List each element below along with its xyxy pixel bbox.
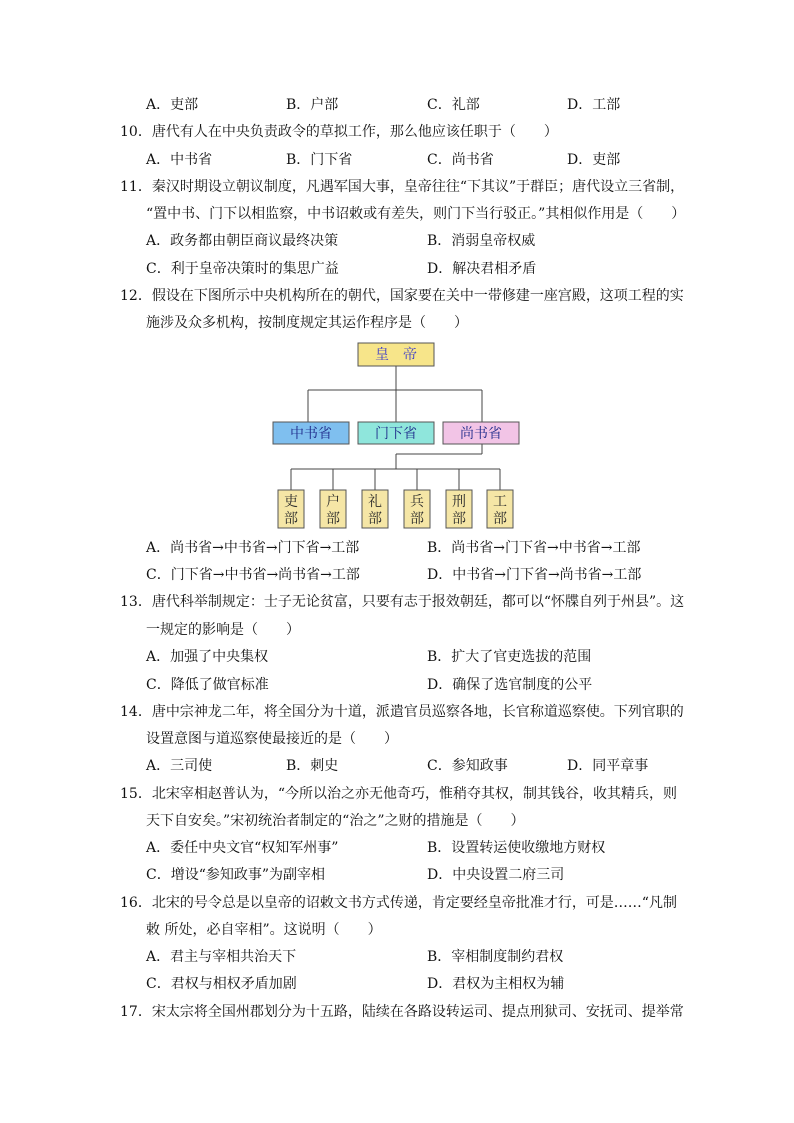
q12-option-b[interactable]: B．尚书省→门下省→中书省→工部 [427,540,641,556]
q11-option-d[interactable]: D．解决君相矛盾 [427,261,537,277]
q14-stem-text: 14．唐中宗神龙二年，将全国分为十道，派遣官员巡察各地，长官称道巡察使。下列官职的 [120,704,684,720]
q15-option-a[interactable]: A．委任中央文官“权知军州事” [146,840,339,856]
q15-stem-cont [0,809,794,833]
ministry-li-char2: 部 [284,511,298,527]
q11-stem-cont-text: “置中书、门下以相监察，中书诏敕或有差失，则门下当行驳正。”其相似作用是（ ） [146,206,686,222]
q12-stem-cont [0,311,794,335]
ministry-gong-char1: 工 [493,494,507,510]
q14-option-b[interactable]: B．刺史 [286,758,339,774]
q13-option-b[interactable]: B．扩大了官吏选拔的范围 [427,649,592,665]
q15-options-row2 [0,863,794,887]
q16-stem-text: 16．北宋的号令总是以皇帝的诏敕文书方式传递，肯定要经皇帝批准才行，可是……“凡制 [120,895,677,911]
q15-option-d[interactable]: D．中央设置二府三司 [427,867,565,883]
q14-options [0,754,794,778]
q16-option-b[interactable]: B．宰相制度制约君权 [427,949,564,965]
q9-option-c[interactable]: C．礼部 [427,97,480,113]
q16-option-a[interactable]: A．君主与宰相共治天下 [146,949,297,965]
q16-stem-cont [0,918,794,942]
q10-option-b[interactable]: B．门下省 [286,152,353,168]
ministry-bing-char2: 部 [410,511,424,527]
q13-options-row1 [0,645,794,669]
q10-option-a[interactable]: A．中书省 [146,152,213,168]
q11-options-row1 [0,229,794,253]
q10-stem [0,120,794,144]
q13-options-row2 [0,673,794,697]
q10-stem-text: 10．唐代有人在中央负责政令的草拟工作，那么他应该任职于（ ） [120,124,558,140]
q12-option-c[interactable]: C．门下省→中书省→尚书省→工部 [146,567,360,583]
q16-option-d[interactable]: D．君权为主相权为辅 [427,976,565,992]
q14-stem [0,700,794,724]
q15-stem-cont-text: 天下自安矣。”宋初统治者制定的“治之”之财的措施是（ ） [146,813,525,829]
q12-option-d[interactable]: D．中书省→门下省→尚书省→工部 [427,567,642,583]
q16-stem [0,891,794,915]
q12-stem-cont-text: 施涉及众多机构，按制度规定其运作程序是（ ） [146,315,468,331]
q14-option-a[interactable]: A．三司使 [146,758,213,774]
q10-options [0,148,794,172]
ministry-gong-char2: 部 [493,511,507,527]
q16-stem-cont-text: 敕 所处，必自宰相”。这说明（ ） [146,922,382,938]
q14-option-c[interactable]: C．参知政事 [427,758,508,774]
q14-stem-cont-text: 设置意图与道巡察使最接近的是（ ） [146,731,398,747]
q11-option-a[interactable]: A．政务都由朝臣商议最终决策 [146,233,339,249]
q17-stem [0,1000,794,1024]
q13-option-a[interactable]: A．加强了中央集权 [146,649,269,665]
q9-options [0,93,794,117]
q17-stem-text: 17．宋太宗将全国州郡划分为十五路，陆续在各路设转运司、提点刑狱司、安抚司、提举常 [120,1004,684,1020]
q14-option-d[interactable]: D．同平章事 [567,758,649,774]
q10-option-d[interactable]: D．吏部 [567,152,621,168]
ministry-lirites-char2: 部 [368,511,382,527]
q9-option-b[interactable]: B．户部 [286,97,339,113]
ministry-boxes [278,490,513,528]
q11-stem-text: 11．秦汉时期设立朝议制度，凡遇军国大事，皇帝往往“下其议”于群臣；唐代设立三省制， [120,179,685,195]
q16-option-c[interactable]: C．君权与相权矛盾加剧 [146,976,297,992]
q9-option-d[interactable]: D．工部 [567,97,621,113]
q13-stem-text: 13．唐代科举制规定：士子无论贫富，只要有志于报效朝廷，都可以“怀牒自列于州县”。这 [120,594,685,610]
ministry-xing-char2: 部 [452,511,466,527]
zhongshu-label: 中书省 [290,426,332,442]
q11-option-b[interactable]: B．消弱皇帝权威 [427,233,536,249]
ministry-hu-char2: 部 [326,511,340,527]
ministry-xing-char1: 刑 [452,494,466,510]
q12-options-row2 [0,563,794,587]
q15-option-c[interactable]: C．增设“参知政事”为副宰相 [146,867,326,883]
ministry-hu-char1: 户 [326,494,340,510]
shangshu-label: 尚书省 [460,426,502,442]
q11-option-c[interactable]: C．利于皇帝决策时的集思广益 [146,261,339,277]
q16-options-row2 [0,972,794,996]
q10-option-c[interactable]: C．尚书省 [427,152,494,168]
q16-options-row1 [0,945,794,969]
q14-stem-cont [0,727,794,751]
q15-stem-text: 15．北宋宰相赵普认为，“今所以治之亦无他奇巧，惟稍夺其权，制其钱谷，收其精兵，则 [120,786,677,802]
q13-stem [0,590,794,614]
q12-options-row1 [0,536,794,560]
q12-stem [0,284,794,308]
q13-stem-cont-text: 一规定的影响是（ ） [146,622,300,638]
ministry-lirites-char1: 礼 [368,494,382,510]
ministry-bing-char1: 兵 [410,494,424,510]
q15-option-b[interactable]: B．设置转运使收缴地方财权 [427,840,606,856]
q9-option-a[interactable]: A．吏部 [146,97,199,113]
q11-stem [0,175,794,199]
three-departments-diagram [268,338,528,534]
q13-stem-cont [0,618,794,642]
menxia-label: 门下省 [375,426,417,442]
q11-stem-cont [0,202,794,226]
ministry-li-char1: 吏 [284,494,298,510]
q13-option-c[interactable]: C．降低了做官标准 [146,677,269,693]
q12-stem-text: 12．假设在下图所示中央机构所在的朝代，国家要在关中一带修建一座宫殿，这项工程的实 [120,288,684,304]
q13-option-d[interactable]: D．确保了选官制度的公平 [427,677,593,693]
q15-options-row1 [0,836,794,860]
q12-option-a[interactable]: A．尚书省→中书省→门下省→工部 [146,540,360,556]
q15-stem [0,782,794,806]
q11-options-row2 [0,257,794,281]
emperor-label: 皇 帝 [375,347,417,363]
